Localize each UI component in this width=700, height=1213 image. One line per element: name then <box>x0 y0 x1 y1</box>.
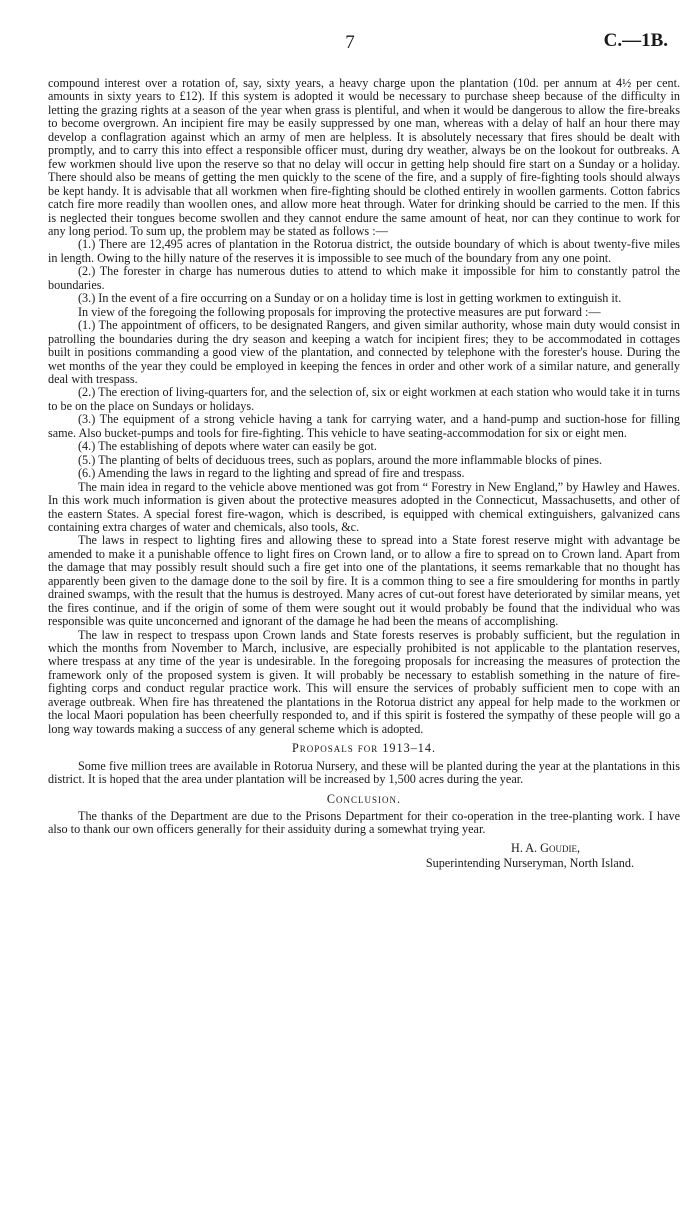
paragraph-trespass-law: The law in respect to trespass upon Crown lands and State forests reserves is probably sufficient, but the regulation in which the months from November to March, inclusive, are especially prohibited is not applicable to the plantation reserves, where trespass at any time of the year is undesirable. In the foregoing proposals for increasing the measures of protection the framework only of the proposed system is given. It will probably be necessary to establish something in the nature of fire-fighting corps and conduct regular practice work. This will ensure the services of probably sufficient men to cope with an average outbreak. When fire has threatened the plantations in the Rotorua district any appeal for help made to the workmen or the local Maori population has been cheerfully responded to, and if this spirit is fostered the sympathy of these people will go a long way towards making a success of any general scheme which is adopted. <box>48 627 680 736</box>
page-number: 7 <box>345 32 355 53</box>
proposals-text: Some five million trees are available in Rotorua Nursery, and these will be planted during the year at the plantations in this district. It is hoped that the area under plantation will be increased by 1,500 acres during the year. <box>48 758 680 787</box>
proposals-intro: In view of the foregoing the following proposals for improving the protective measures are put forward :— <box>78 304 601 319</box>
proposal-3: (3.) The equipment of a strong vehicle having a tank for carrying water, and a hand-pump and suction-hose for filling same. Also bucket-pumps and tools for fire-fighting. This vehicle to have seating-accommodation for six or eight men. <box>48 412 680 440</box>
problem-point-3: (3.) In the event of a fire occurring on a Sunday or on a holiday time is lost in getting workmen to extinguish it. <box>78 291 622 306</box>
conclusion-text: The thanks of the Department are due to the Prisons Department for their co-operation in the tree-planting work. I have also to thank our own officers generally for their assiduity during a somewhat trying year. <box>48 809 680 837</box>
proposals-heading: Proposals for 1913–14. <box>291 741 437 756</box>
problem-point-1: (1.) There are 12,495 acres of plantation in the Rotorua district, the outside boundary of which is about twenty-five miles in length. Owing to the hilly nature of the reserves it is impossible to see much of the boundary from any one point. <box>48 237 680 265</box>
proposal-1: (1.) The appointment of officers, to be designated Rangers, and given similar authority, whose main duty would consist in patrolling the boundaries during the dry season and keeping a watch for incipient fires; they to be accommodated in cottages built in positions commanding a good view of the plantation, and connected by telephone with the forester's house. During the wet months of the year they could be employed in keeping the fences in order and other work of a similar nature, and generally deal with trespass. <box>48 318 680 386</box>
proposal-2: (2.) The erection of living-quarters for, and the selection of, six or eight workmen at each station who would take it in turns to be on the place on Sundays or holidays. <box>48 385 680 413</box>
proposal-4: (4.) The establishing of depots where water can easily be got. <box>78 439 377 454</box>
signature-block <box>48 841 680 871</box>
conclusion-heading: Conclusion. <box>326 791 402 806</box>
document-code: C.—1B. <box>603 30 668 51</box>
paragraph-vehicle: The main idea in regard to the vehicle above mentioned was got from “ Forestry in New England,” by Hawley and Hawes. In this work much information is given about the protective measures adopted in the Connecticut, Massachusetts, and other of the eastern States. A special forest fire-wagon, which is described, is equipped with chemical extinguishers, galvanized cans containing extra charges of water and chemicals, also tools, &c. <box>48 479 680 534</box>
proposal-5: (5.) The planting of belts of deciduous trees, such as poplars, around the more inflammable blocks of pines. <box>78 452 603 467</box>
signatory-title: Superintending Nurseryman, North Island. <box>425 855 634 870</box>
paragraph-fire-laws: The laws in respect to lighting fires and allowing these to spread into a State forest reserve might with advantage be amended to make it a punishable offence to light fires on Crown land, or to allow a fire to spread on to Crown land. Apart from the damage that may possibly result should such a fire get into one of the plantations, it seems remarkable that no thought has apparently been given to the damage done to the soil by fire. It is a common thing to see a fire smouldering for months in partly drained swamps, with the result that the humus is destroyed. Many acres of cut-out forest have deteriorated by similar means, yet the fires continue, and if the origin of some of them were sought out it would probably be found that the individual who was responsible was quite unconcerned and ignorant of the damage he had been the means of accomplishing. <box>48 533 680 629</box>
paragraph-continuation: compound interest over a rotation of, say, sixty years, a heavy charge upon the plantation (10d. per annum at 4½ per cent. amounts in sixty years to £12). If this system is adopted it would be necessary to purchase sheep because of the difficulty in letting the grazing rights at a season of the year when grass is plentiful, and when it would be dangerous to allow the fire-breaks to become overgrown. An incipient fire may be easily suppressed by one man, whereas with a delay of half an hour there may develop a conflagration against which an army of men are helpless. It is absolutely necessary that fires should be dealt with promptly, and to carry this into effect a responsible officer must, during dry weather, always be on the lookout for outbreaks. A few workmen should live upon the reserve so that no delay will occur in getting help should fire start on a Sunday or a holiday. There should also be means of getting the men quickly to the scene of the fire, and a supply of fire-fighting tools should always be kept handy. It is advisable that all workmen when fire-fighting should be clothed entirely in woollen garments. Cotton fabrics catch fire more readily than woollen ones, and allow more heat through. Water for drinking should be carried to the men. If this is neglected their tongues become swollen and they cannot endure the same amount of heat, nor can they continue to work for any long period. To sum up, the problem may be stated as follows :— <box>48 76 680 238</box>
proposal-6: (6.) Amending the laws in regard to the lighting and spread of fire and trespass. <box>78 466 465 481</box>
problem-point-2: (2.) The forester in charge has numerous duties to attend to which make it impossible for him to constantly patrol the boundaries. <box>48 264 680 292</box>
signatory-name: H. A. Goudie, <box>511 840 580 855</box>
document-body <box>48 77 680 871</box>
